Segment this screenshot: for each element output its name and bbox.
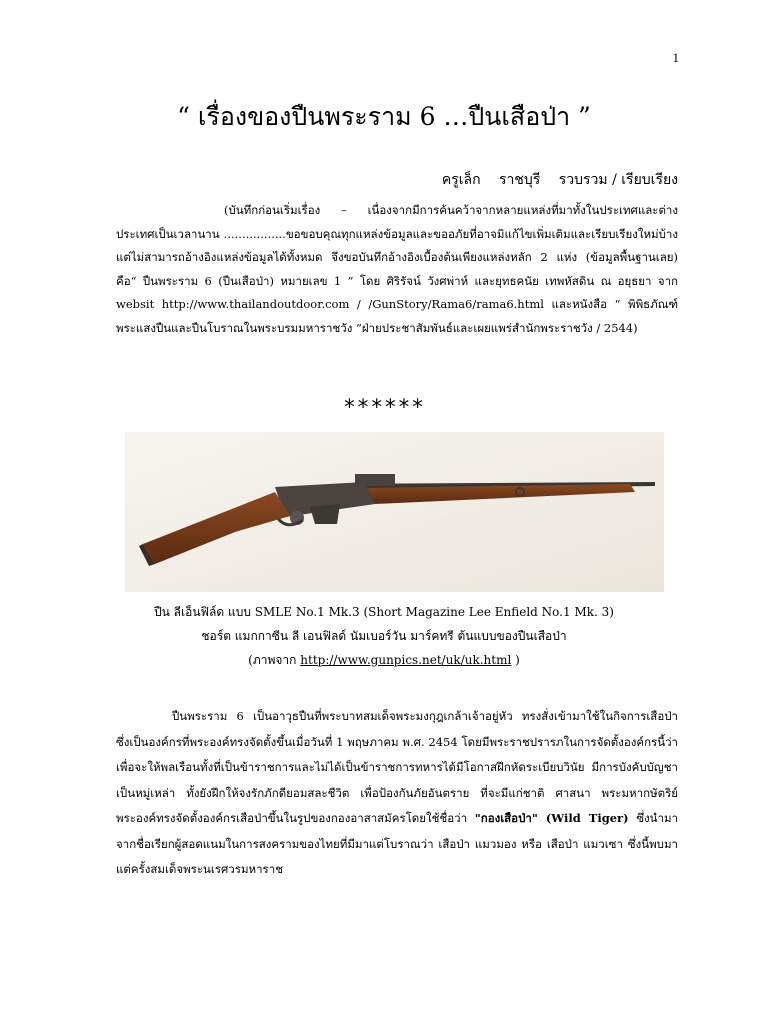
- note-text: (บันทึกก่อนเริ่มเรื่อง – เนื่องจากมีการค้นคว้าจากหลายแหล่งที่มาทั้งในประเทศและต่างประเทศเป็นเวลานาน .................ขอขอบคุณทุกแหล่งข้อมูลและขออภัยที่อาจมิแก้ไขเพิ่มเติมและเรียบเรียงใหม่บ้าง แต่ไม่สามารถอ้างอิงแหล่งข้อมูลได้ทั้งหมด จึงขอบันทึกอ้างอิงเบื้องต้นเพียงแหล่งหลัก 2 แห่ง (ข้อมูลพื้นฐานเลย) คือ“ ปืนพระราม 6 (ปืนเสือป่า) หมายเลข 1 ” โดย ศิริรัจน์ วังศพ่าห์ และยุทธคนัย เทพหัสดิน ณ อยุธยา จาก websit http://www.thailandoutdoor.com / /GunStory/Rama6/rama6.html และหนังสือ “ พิพิธภัณฑ์พระแสงปืนและปืนโบราณในพระบรมมหาราชวัง ”ฝ่ายประชาสัมพันธ์และเผยแพร่สำนักพระราชวัง / 2544): [116, 203, 678, 335]
- body-text-1: ปืนพระราม 6 เป็นอาวุธปืนที่พระบาทสมเด็จพระมงกุฎเกล้าเจ้าอยู่หัว ทรงสั่งเข้ามาใช้ในกิจการเสือป่า ซึ่งเป็นองค์กรที่พระองค์ทรงจัดตั้งขึ้นเมื่อวันที่ 1 พฤษภาคม พ.ศ. 2454 โดยมีพระราชปรารภในการจัดตั้งองค์กรนี้ว่า เพื่อจะให้พลเรือนทั้งที่เป็นข้าราชการและไม่ได้เป็นข้าราชการทหารได้มีโอกาสฝึกหัดระเบียบวินัย มีการบังคับบัญชาเป็นหมู่เหล่า ทั้งยังฝึกให้จงรักภักดียอมสละชีวิต เพื่อป้องกันภัยอันตราย ที่จะมีแก่ชาติ ศาสนา พระมหากษัตริย์ พระองค์ทรงจัดตั้งองค์กรเสือป่าขึ้นในรูปของกองอาสาสมัครโดยใช้ชื่อว่า: [116, 709, 678, 825]
- body-paragraph: [116, 704, 678, 883]
- section-divider-stars: ******: [343, 395, 425, 419]
- author-place: ราชบุรี: [499, 172, 541, 188]
- author-role: รวบรวม / เรียบเรียง: [558, 172, 678, 188]
- caption-line-2: ชอร์ต แมกกาซีน ลี เอนฟิลด์ นัมเบอร์วัน มาร์คทรี ต้นแบบของปืนเสือป่า: [201, 629, 567, 643]
- author-line: [428, 170, 678, 190]
- rifle-illustration: [125, 432, 664, 592]
- body-text-2: ซึ่งนำมาจากชื่อเรียกผู้สอดแนมในการสงครามของไทยที่มีมาแต่โบราณว่า เสือป่า แมวมอง หรือ เสือป่า แมวเซา ซึ่งนี้พบมาแต่ครั้งสมเด็จพระนเรศวรมหาราช: [116, 811, 678, 876]
- caption-source-prefix: (ภาพจาก: [248, 653, 297, 667]
- photo-caption: [0, 600, 768, 672]
- rifle-photo: [125, 432, 664, 592]
- caption-source: [0, 648, 768, 672]
- page-title: “ เรื่องของปืนพระราม 6 …ปืนเสือป่า ”: [177, 102, 591, 131]
- preliminary-note: [116, 199, 678, 341]
- caption-line-1: ปืน ลีเอ็นฟิล์ด แบบ SMLE No.1 Mk.3 (Short Magazine Lee Enfield No.1 Mk. 3): [154, 605, 614, 619]
- page-number: 1: [672, 50, 679, 65]
- caption-source-link[interactable]: http://www.gunpics.net/uk/uk.html: [300, 653, 512, 667]
- author-name: ครูเล็ก: [441, 172, 481, 188]
- body-bold-term: "กองเสือป่า" (Wild Tiger): [474, 811, 629, 825]
- caption-source-suffix: ): [515, 653, 520, 667]
